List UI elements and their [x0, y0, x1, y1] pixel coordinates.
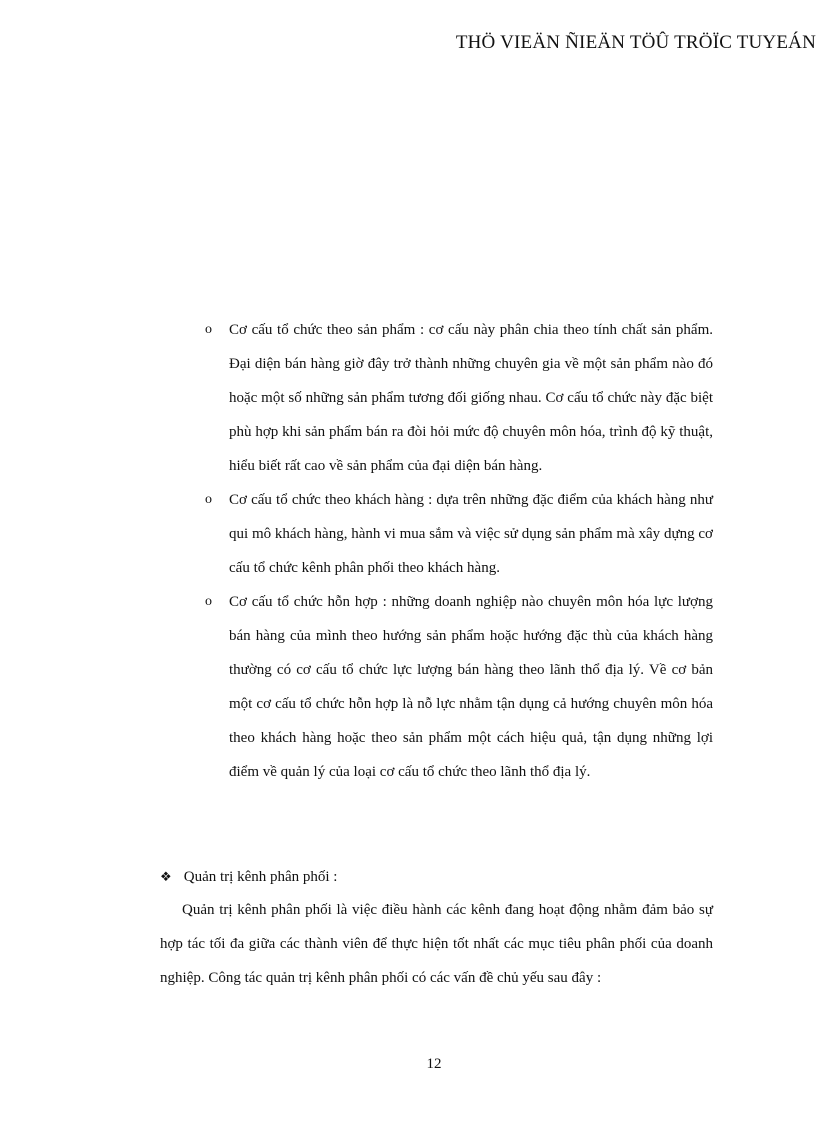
diamond-bullet-icon: ❖	[160, 869, 172, 884]
list-item	[195, 483, 713, 585]
bullet-list	[195, 313, 713, 789]
circle-bullet-icon: o	[205, 492, 212, 507]
circle-bullet-icon: o	[205, 322, 212, 337]
body-paragraph: Quản trị kênh phân phối là việc điều hành các kênh đang hoạt động nhằm đảm bảo sự hợp tác tối đa giữa các thành viên để thực hiện tốt nhất các mục tiêu phân phối của doanh nghiệp. Công tác quản trị kênh phân phối có các vấn đề chủ yếu sau đây :	[160, 902, 713, 986]
section-heading-text: Quản trị kênh phân phối :	[183, 869, 338, 885]
circle-bullet-icon: o	[205, 594, 212, 609]
list-item	[195, 585, 713, 789]
list-item-text: Cơ cấu tổ chức theo khách hàng : dựa trên những đặc điểm của khách hàng như qui mô khách hàng, hành vi mua sắm và việc sử dụng sản phẩm mà xây dựng cơ cấu tổ chức kênh phân phối theo khách hàng.	[229, 492, 713, 576]
page-number: 12	[426, 1056, 442, 1072]
list-item	[195, 313, 713, 483]
list-item-text: Cơ cấu tổ chức hỗn hợp : những doanh nghiệp nào chuyên môn hóa lực lượng bán hàng của mình theo hướng sản phẩm hoặc hướng đặc thù của khách hàng thường có cơ cấu tổ chức lực lượng bán hàng theo lãnh thổ địa lý. Về cơ bản một cơ cấu tổ chức hỗn hợp là nỗ lực nhằm tận dụng cả hướng chuyên môn hóa theo khách hàng hoặc theo sản phẩm một cách hiệu quả, tận dụng những lợi điểm về quản lý của loại cơ cấu tổ chức theo lãnh thổ địa lý.	[229, 594, 713, 780]
page-header-title: THÖ VIEÄN ÑIEÄN TÖÛ TRÖÏC TUYEÁN	[455, 32, 816, 53]
list-item-text: Cơ cấu tổ chức theo sản phẩm : cơ cấu này phân chia theo tính chất sản phẩm. Đại diện bán hàng giờ đây trở thành những chuyên gia về một sản phẩm nào đó hoặc một số những sản phẩm tương đối giống nhau. Cơ cấu tổ chức này đặc biệt phù hợp khi sản phẩm bán ra đòi hỏi mức độ chuyên môn hóa, trình độ kỹ thuật, hiểu biết rất cao về sản phẩm của đại diện bán hàng.	[229, 322, 713, 474]
section-heading	[160, 860, 337, 894]
